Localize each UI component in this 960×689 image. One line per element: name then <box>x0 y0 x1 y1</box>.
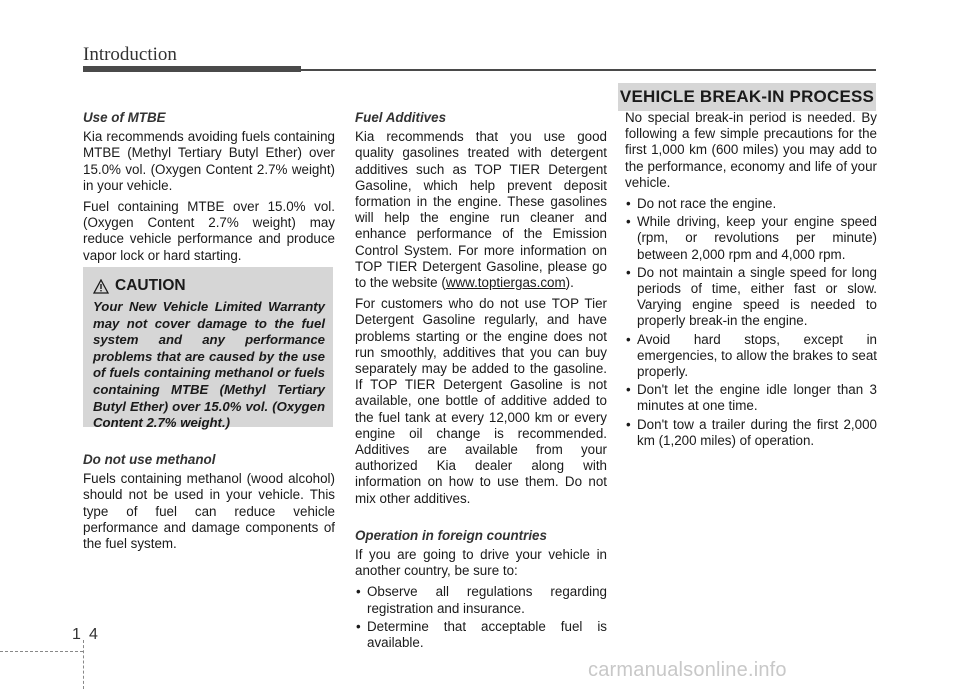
column-left-lower <box>83 452 335 557</box>
methanol-heading: Do not use methanol <box>83 452 216 467</box>
header-rule-thick <box>83 66 301 72</box>
toptiergas-link[interactable]: www.toptiergas.com <box>445 275 566 291</box>
mtbe-paragraph-2: Fuel containing MTBE over 15.0% vol. (Oxygen Content 2.7% weight) may reduce vehicle performance and produce vapor lock or hard starting. <box>83 199 335 263</box>
footer-vertical-rule <box>83 640 84 689</box>
list-item: • Do not maintain a single speed for long periods of time, either fast or slow. Varying engine speed is needed to properly break-in the engine. <box>625 265 877 330</box>
header-rule-thin <box>301 69 876 71</box>
chapter-number: 1 <box>72 626 81 643</box>
methanol-paragraph: Fuels containing methanol (wood alcohol) should not be used in your vehicle. This type of fuel can reduce vehicle performance and damage components of the fuel system. <box>83 471 335 552</box>
caution-header <box>93 277 325 295</box>
column-left <box>83 110 335 269</box>
fuel-additives-paragraph-1 <box>355 129 607 291</box>
fuel-additives-paragraph-2: For customers who do not use TOP Tier Detergent Gasoline regularly, and have problems starting or the engine does not run smoothly, additives that you can buy separately may be added to the gasoline. If TOP TIER Detergent Gasoline is not available, one bottle of additive added to the fuel tank at every 12,000 km or every engine oil change is recommended. Additives are available from your authorized Kia dealer along with information on how to use them. Do not mix other additives. <box>355 296 607 506</box>
list-item: • While driving, keep your engine speed (rpm, or revolutions per minute) between 2,000 rpm and 4,000 rpm. <box>625 214 877 263</box>
caution-title: CAUTION <box>115 277 186 294</box>
mtbe-paragraph-1: Kia recommends avoiding fuels containing MTBE (Methyl Tertiary Butyl Ether) over 15.0% vol. (Oxygen Content 2.7% weight) in your vehicle. <box>83 129 335 193</box>
list-item: • Observe all regulations regarding registration and insurance. <box>355 584 607 616</box>
watermark: carmanualsonline.info <box>588 659 787 681</box>
foreign-countries-heading: Operation in foreign countries <box>355 527 547 543</box>
caution-box <box>83 267 333 431</box>
section-banner: VEHICLE BREAK-IN PROCESS <box>618 83 876 111</box>
break-in-list <box>625 196 877 449</box>
additives-text-a: Kia recommends that you use good quality gasolines treated with detergent additives such as TOP TIER Detergent Gasoline, which help prevent deposit formation in the engine. These gasolines will help the engine run cleaner and enhance performance of the Emission Control System. For more information on TOP TIER Detergent Gasoline, please go to the website ( <box>355 129 607 291</box>
page-number: 4 <box>89 626 98 643</box>
additives-text-b: ). <box>565 275 574 291</box>
list-item: • Do not race the engine. <box>625 196 877 212</box>
foreign-countries-paragraph: If you are going to drive your vehicle in another country, be sure to: <box>355 547 607 579</box>
warning-triangle-icon <box>93 279 109 294</box>
list-item: • Avoid hard stops, except in emergencies, to allow the brakes to seat properly. <box>625 332 877 381</box>
column-middle <box>355 110 607 653</box>
list-item: • Don't tow a trailer during the first 2,000 km (1,200 miles) of operation. <box>625 417 877 449</box>
list-item: • Don't let the engine idle longer than 3 minutes at one time. <box>625 382 877 414</box>
break-in-intro: No special break-in period is needed. By following a few simple precautions for the first 1,000 km (600 miles) you may add to the performance, economy and life of your vehicle. <box>625 110 877 190</box>
footer-horizontal-rule <box>0 651 83 652</box>
list-item: • Determine that acceptable fuel is available. <box>355 619 607 651</box>
caution-text: Your New Vehicle Limited Warranty may not cover damage to the fuel system and any performance problems that are caused by the use of fuels containing methanol or fuels containing MTBE (Methyl Tertiary Butyl Ether) over 15.0% vol. (Oxygen Content 2.7% weight.) <box>93 299 325 431</box>
foreign-countries-list <box>355 584 607 651</box>
header-title: Introduction <box>83 44 177 65</box>
mtbe-heading: Use of MTBE <box>83 110 166 125</box>
column-right <box>625 110 877 451</box>
fuel-additives-heading: Fuel Additives <box>355 110 447 125</box>
